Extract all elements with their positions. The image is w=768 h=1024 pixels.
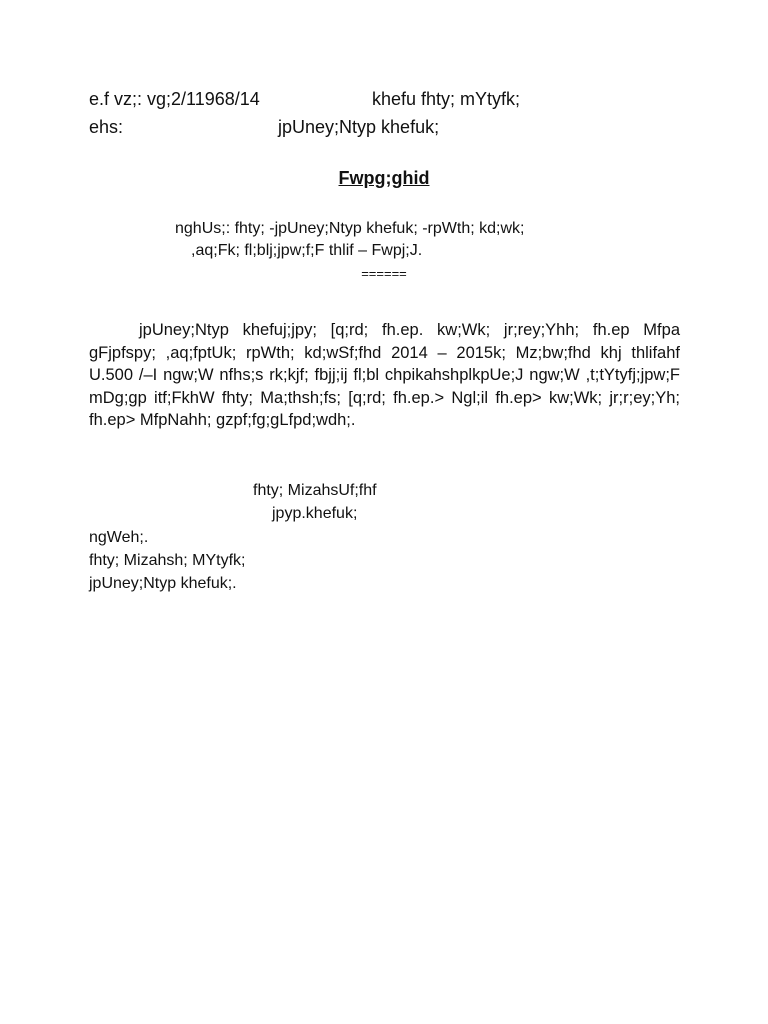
- copy-to-block: [89, 526, 245, 595]
- document-title: Fwpg;ghid: [338, 168, 430, 188]
- copy-to-label: ngWeh;.: [89, 529, 149, 546]
- divider: ======: [361, 266, 407, 281]
- subject-line-2: ,aq;Fk; fl;blj;jpw;f;F thlif – Fwpj;J.: [191, 242, 423, 259]
- copy-to-recipient-1: fhty; Mizahsh; MYtyfk;: [89, 552, 246, 569]
- body-paragraph: jpUney;Ntyp khefuj;jpy; [q;rd; fh.ep. kw;Wk; jr;rey;Yhh; fh.ep Mfpa gFjpfspy; ,aq;fptUk; rpWth; kd;wSf;fhd 2014 – 2015k; Mz;bw;fhd khj thlifahf U.500 /–I ngw;W nfhs;s rk;kjf; fbjj;ij fl;bl chpikahshplkpUe;J ngw;W ,t;tYtyfj;jpw;F mDg;gp itf;FkhW fhty; Ma;thsh;fs; [q;rd; fh.ep.> Ngl;il fh.ep> kw;Wk; jr;r;ey;Yh; fh.ep> MfpNahh; gzpf;fg;gLfpd;wdh;.: [89, 321, 680, 429]
- subject-block: [175, 218, 524, 262]
- signature-line-2: jpyp.khefuk;: [272, 505, 358, 522]
- office-name: khefu fhty; mYtyfk;: [372, 89, 521, 109]
- reference-number: e.f vz;: vg;2/11968/14: [89, 89, 260, 109]
- signature-line-1: fhty; MizahsUf;fhf: [253, 482, 377, 499]
- copy-to-recipient-2: jpUney;Ntyp khefuk;.: [89, 575, 237, 592]
- place-value: jpUney;Ntyp khefuk;: [278, 117, 440, 137]
- subject-line-1: nghUs;: fhty; -jpUney;Ntyp khefuk; -rpWth; kd;wk;: [175, 220, 525, 237]
- place-label: ehs:: [89, 117, 124, 137]
